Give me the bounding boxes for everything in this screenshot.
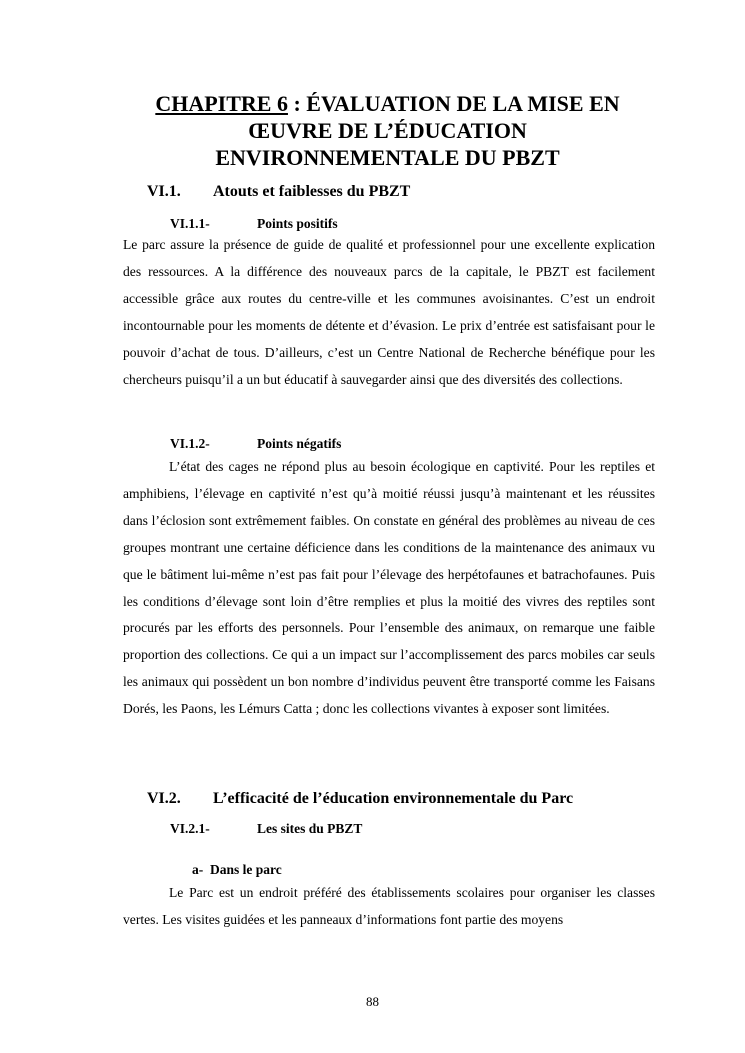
paragraph-points-positifs: Le parc assure la présence de guide de qualité et professionnel pour une excellente explication des ressources. A la différence des nouveaux parcs de la capitale, le PBZT est facilement accessible grâce aux routes du centre-ville et les communes avoisinantes. C’est un endroit incontournable pour les moments de détente et d’évasion. Le prix d’entrée est satisfaisant pour le pouvoir d’achat de tous. D’ailleurs, c’est un Centre National de Recherche bénéfique pour les chercheurs puisqu’il a un but éducatif à sauvegarder ainsi que des diversités des collections.: [123, 237, 655, 387]
subsection-title: Points négatifs: [257, 436, 342, 451]
item-heading-dans-le-parc: [192, 862, 282, 878]
chapter-title-line2: ŒUVRE DE L’ÉDUCATION: [248, 118, 527, 143]
chapter-title-line1: [120, 90, 655, 117]
chapter-number: CHAPITRE 6: [155, 91, 288, 116]
section-number: VI.1.: [147, 183, 181, 200]
section-heading-vi2: [147, 790, 573, 808]
paragraph-points-negatifs: L’état des cages ne répond plus au besoin écologique en captivité. Pour les reptiles et amphibiens, l’élevage en captivité n’est qu’à moitié réussi jusqu’à maintenant et les réussites dans l’éclosion sont extrêmement faibles. On constate en général des problèmes au niveau de ces groupes montrant une certaine déficience dans les conditions de la maintenance des animaux vu que le bâtiment lui-même n’est pas fait pour l’élevage des herpétofaunes et batrachofaunes. Puis les conditions d’élevage sont loin d’être remplies et plus la moitié des vivres des reptiles sont procurés par les efforts des personnels. Pour l’ensemble des animaux, on remarque une faible proportion des collections. Ce qui a un impact sur l’accomplissement des parcs mobiles car seuls les animaux qui possèdent un bon nombre d’individus peuvent être transporté comme les Faisans Dorés, les Paons, les Lémurs Catta ; donc les collections vivantes à exposer sont limitées.: [123, 459, 655, 717]
item-title: Dans le parc: [210, 862, 282, 877]
section-title: L’efficacité de l’éducation environnementale du Parc: [213, 790, 574, 807]
chapter-title-line3: ENVIRONNEMENTALE DU PBZT: [215, 145, 560, 170]
subsection-number: VI.1.2-: [170, 436, 210, 451]
subsection-number: VI.2.1-: [170, 821, 210, 836]
subsection-title: Les sites du PBZT: [257, 821, 363, 836]
item-label: a-: [192, 862, 204, 877]
section-title: Atouts et faiblesses du PBZT: [213, 183, 411, 200]
subsection-title: Points positifs: [257, 216, 338, 231]
paragraph-dans-le-parc: Le Parc est un endroit préféré des établissements scolaires pour organiser les classes vertes. Les visites guidées et les panneaux d’informations font partie des moyens: [123, 885, 655, 927]
page-number: 88: [366, 994, 379, 1009]
subsection-heading-vi12: [170, 436, 341, 452]
chapter-title-line1-text: : ÉVALUATION DE LA MISE EN: [287, 91, 620, 116]
section-heading-vi1: [147, 183, 410, 201]
section-number: VI.2.: [147, 790, 181, 807]
subsection-number: VI.1.1-: [170, 216, 210, 231]
subsection-heading-vi21: [170, 821, 362, 837]
chapter-title: [120, 90, 655, 171]
subsection-heading-vi11: [170, 216, 338, 232]
